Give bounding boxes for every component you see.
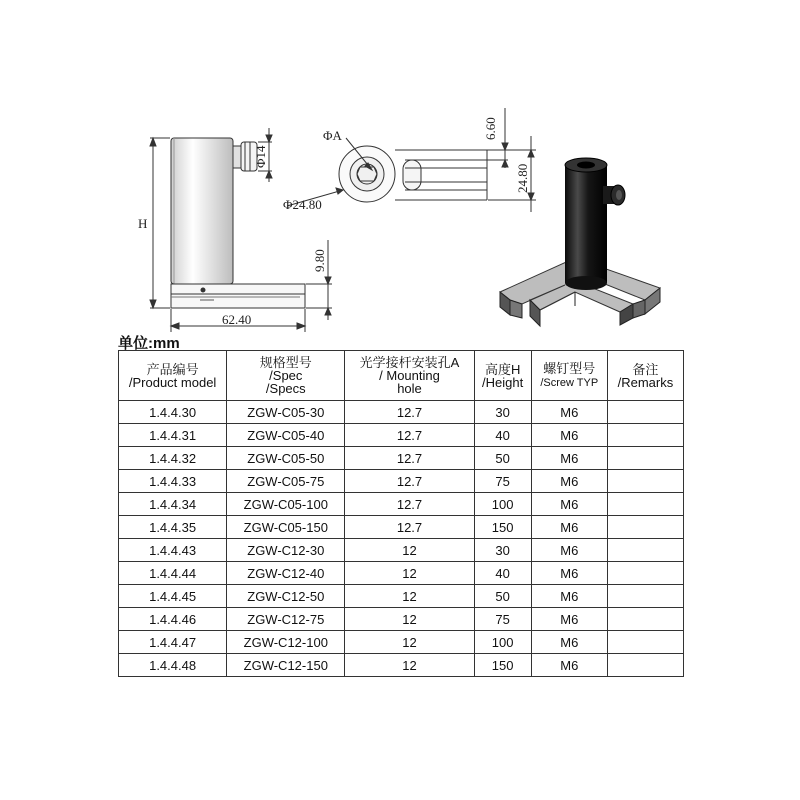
screw-cell: M6 bbox=[531, 562, 607, 585]
table-header-row bbox=[119, 351, 684, 401]
screw-cell: M6 bbox=[531, 654, 607, 677]
table-row bbox=[119, 608, 684, 631]
mounting-hole-cell: 12 bbox=[345, 562, 474, 585]
remarks-cell bbox=[607, 585, 683, 608]
screw-cell: M6 bbox=[531, 585, 607, 608]
side-view-drawing bbox=[150, 128, 332, 332]
product-model-cell: 1.4.4.47 bbox=[119, 631, 227, 654]
product-model-cell: 1.4.4.43 bbox=[119, 539, 227, 562]
table-row bbox=[119, 539, 684, 562]
technical-drawings bbox=[0, 0, 800, 340]
header-mounting-hole bbox=[345, 351, 474, 401]
spec-cell: ZGW-C12-150 bbox=[227, 654, 345, 677]
height-cell: 75 bbox=[474, 470, 531, 493]
dim-980-label: 9.80 bbox=[312, 249, 327, 272]
table-row bbox=[119, 562, 684, 585]
dim-phi2480-label: Φ24.80 bbox=[283, 197, 322, 212]
spec-cell: ZGW-C12-30 bbox=[227, 539, 345, 562]
remarks-cell bbox=[607, 562, 683, 585]
remarks-cell bbox=[607, 516, 683, 539]
spec-cell: ZGW-C12-50 bbox=[227, 585, 345, 608]
table-row bbox=[119, 631, 684, 654]
dim-2480-label: 24.80 bbox=[515, 163, 530, 193]
spec-cell: ZGW-C05-75 bbox=[227, 470, 345, 493]
mounting-hole-cell: 12.7 bbox=[345, 493, 474, 516]
header-product-model bbox=[119, 351, 227, 401]
spec-cell: ZGW-C05-30 bbox=[227, 401, 345, 424]
header-product-model-en: /Product model bbox=[128, 374, 217, 390]
product-model-cell: 1.4.4.34 bbox=[119, 493, 227, 516]
mounting-hole-cell: 12 bbox=[345, 654, 474, 677]
remarks-cell bbox=[607, 631, 683, 654]
screw-cell: M6 bbox=[531, 401, 607, 424]
product-model-cell: 1.4.4.33 bbox=[119, 470, 227, 493]
table-row bbox=[119, 516, 684, 539]
height-cell: 150 bbox=[474, 516, 531, 539]
height-cell: 40 bbox=[474, 424, 531, 447]
spec-cell: ZGW-C05-50 bbox=[227, 447, 345, 470]
mounting-hole-cell: 12.7 bbox=[345, 516, 474, 539]
dim-phiA-label: ΦA bbox=[323, 128, 342, 143]
spec-cell: ZGW-C05-40 bbox=[227, 424, 345, 447]
dim-phi14-label: Φ14 bbox=[253, 145, 268, 168]
height-cell: 50 bbox=[474, 585, 531, 608]
height-cell: 30 bbox=[474, 401, 531, 424]
table-row bbox=[119, 401, 684, 424]
header-remarks bbox=[607, 351, 683, 401]
product-model-cell: 1.4.4.32 bbox=[119, 447, 227, 470]
screw-cell: M6 bbox=[531, 608, 607, 631]
header-screw-cn: 螺钉型号 bbox=[543, 360, 596, 376]
table-row bbox=[119, 424, 684, 447]
header-height-cn: 高度H bbox=[484, 361, 521, 377]
product-model-cell: 1.4.4.35 bbox=[119, 516, 227, 539]
mounting-hole-cell: 12.7 bbox=[345, 447, 474, 470]
header-spec-cn: 规格型号 bbox=[259, 355, 312, 370]
table-row bbox=[119, 470, 684, 493]
product-model-cell: 1.4.4.48 bbox=[119, 654, 227, 677]
product-model-cell: 1.4.4.46 bbox=[119, 608, 227, 631]
header-height-en: /Height bbox=[482, 374, 524, 390]
header-remarks-cn: 备注 bbox=[632, 361, 659, 377]
dim-660-label: 6.60 bbox=[483, 117, 498, 140]
remarks-cell bbox=[607, 401, 683, 424]
remarks-cell bbox=[607, 539, 683, 562]
remarks-cell bbox=[607, 608, 683, 631]
screw-cell: M6 bbox=[531, 631, 607, 654]
table-row bbox=[119, 447, 684, 470]
mounting-hole-cell: 12 bbox=[345, 631, 474, 654]
screw-cell: M6 bbox=[531, 447, 607, 470]
table-row bbox=[119, 493, 684, 516]
unit-label: 单位:mm bbox=[118, 335, 180, 352]
mounting-hole-cell: 12 bbox=[345, 608, 474, 631]
header-spec-en1: /Spec bbox=[269, 368, 303, 383]
height-cell: 100 bbox=[474, 493, 531, 516]
mounting-hole-cell: 12 bbox=[345, 585, 474, 608]
product-model-cell: 1.4.4.44 bbox=[119, 562, 227, 585]
header-mounting-hole-cn: 光学接杆安装孔A bbox=[359, 355, 460, 370]
mounting-hole-cell: 12.7 bbox=[345, 401, 474, 424]
dim-6240-label: 62.40 bbox=[222, 312, 252, 327]
table-row bbox=[119, 585, 684, 608]
product-model-cell: 1.4.4.30 bbox=[119, 401, 227, 424]
product-model-cell: 1.4.4.45 bbox=[119, 585, 227, 608]
spec-cell: ZGW-C12-75 bbox=[227, 608, 345, 631]
spec-cell: ZGW-C12-100 bbox=[227, 631, 345, 654]
mounting-hole-cell: 12.7 bbox=[345, 424, 474, 447]
screw-cell: M6 bbox=[531, 539, 607, 562]
remarks-cell bbox=[607, 470, 683, 493]
screw-cell: M6 bbox=[531, 470, 607, 493]
header-screw bbox=[531, 351, 607, 401]
product-model-cell: 1.4.4.31 bbox=[119, 424, 227, 447]
height-cell: 30 bbox=[474, 539, 531, 562]
mounting-hole-cell: 12.7 bbox=[345, 470, 474, 493]
remarks-cell bbox=[607, 447, 683, 470]
header-mounting-hole-en1: / Mounting bbox=[379, 368, 440, 383]
header-mounting-hole-en2: hole bbox=[397, 381, 422, 396]
remarks-cell bbox=[607, 493, 683, 516]
table-body bbox=[119, 401, 684, 677]
height-cell: 75 bbox=[474, 608, 531, 631]
remarks-cell bbox=[607, 424, 683, 447]
header-spec bbox=[227, 351, 345, 401]
top-view-drawing bbox=[287, 108, 536, 212]
table-row bbox=[119, 654, 684, 677]
height-cell: 50 bbox=[474, 447, 531, 470]
mounting-hole-cell: 12 bbox=[345, 539, 474, 562]
spec-cell: ZGW-C05-100 bbox=[227, 493, 345, 516]
height-cell: 150 bbox=[474, 654, 531, 677]
dim-h-label: H bbox=[138, 216, 148, 231]
screw-cell: M6 bbox=[531, 516, 607, 539]
header-screw-en: /Screw TYP bbox=[540, 376, 599, 389]
spec-cell: ZGW-C12-40 bbox=[227, 562, 345, 585]
header-remarks-en: /Remarks bbox=[617, 374, 674, 390]
header-product-model-cn: 产品编号 bbox=[146, 361, 199, 377]
remarks-cell bbox=[607, 654, 683, 677]
screw-cell: M6 bbox=[531, 424, 607, 447]
spec-table bbox=[118, 350, 684, 677]
height-cell: 100 bbox=[474, 631, 531, 654]
header-spec-en2: /Specs bbox=[265, 381, 306, 396]
header-height bbox=[474, 351, 531, 401]
screw-cell: M6 bbox=[531, 493, 607, 516]
spec-cell: ZGW-C05-150 bbox=[227, 516, 345, 539]
height-cell: 40 bbox=[474, 562, 531, 585]
